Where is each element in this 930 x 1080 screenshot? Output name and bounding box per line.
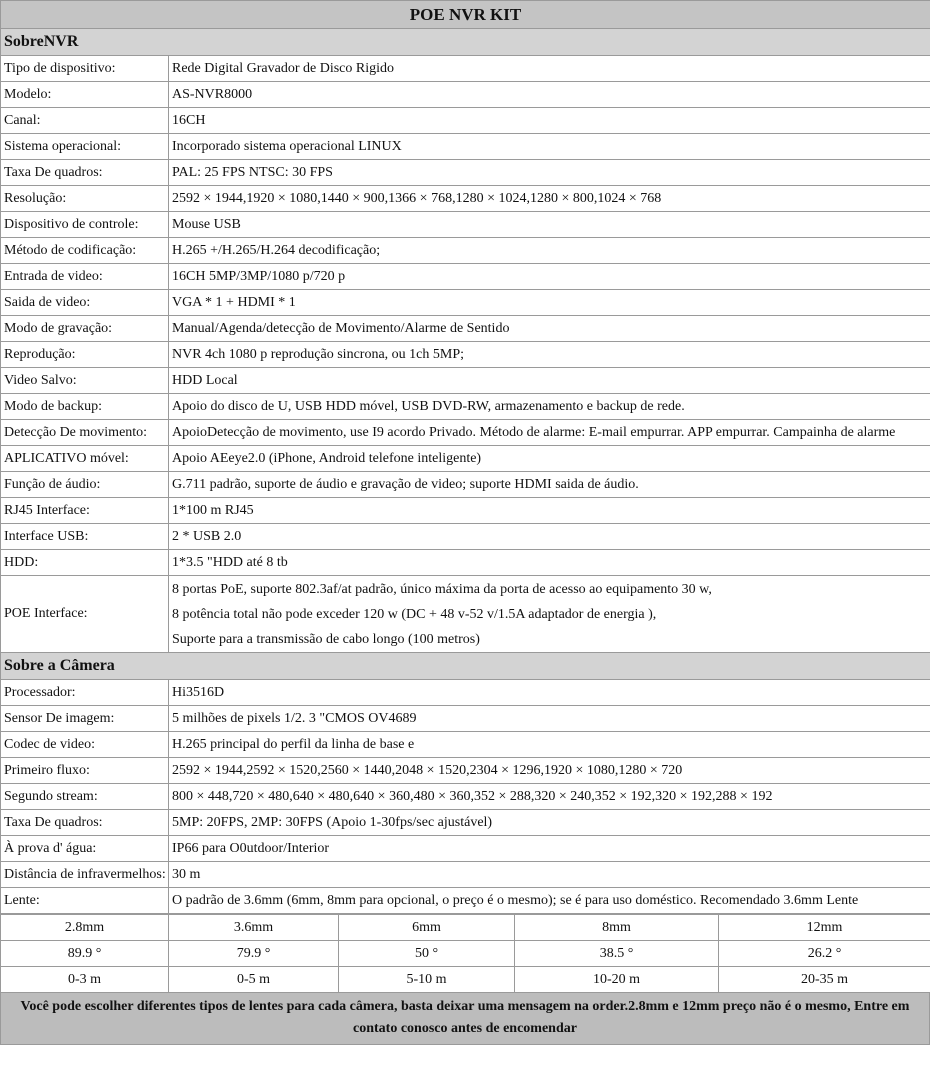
spec-label: Reprodução: (1, 342, 169, 368)
lens-range-cell: 5-10 m (339, 967, 515, 993)
spec-row (1, 290, 930, 316)
lens-range-cell: 0-3 m (1, 967, 169, 993)
lens-angle-cell: 79.9 ° (169, 941, 339, 967)
poe-interface-row (1, 576, 930, 653)
spec-value: Manual/Agenda/detecção de Movimento/Alarme de Sentido (169, 316, 930, 342)
spec-row (1, 160, 930, 186)
spec-value: 2 * USB 2.0 (169, 524, 930, 550)
spec-label: Função de áudio: (1, 472, 169, 498)
spec-row (1, 784, 930, 810)
spec-value: 5 milhões de pixels 1/2. 3 "CMOS OV4689 (169, 706, 930, 732)
lens-angle-row (1, 941, 930, 967)
spec-row (1, 550, 930, 576)
spec-value: NVR 4ch 1080 p reprodução sincrona, ou 1ch 5MP; (169, 342, 930, 368)
spec-value: Apoio do disco de U, USB HDD móvel, USB DVD-RW, armazenamento e backup de rede. (169, 394, 930, 420)
spec-row (1, 420, 930, 446)
spec-label: APLICATIVO móvel: (1, 446, 169, 472)
spec-row (1, 368, 930, 394)
poe-interface-value (169, 576, 930, 653)
spec-value: 1*3.5 "HDD até 8 tb (169, 550, 930, 576)
lens-range-row (1, 967, 930, 993)
spec-label: Taxa De quadros: (1, 160, 169, 186)
poe-line: 8 potência total não pode exceder 120 w (DC + 48 v-52 v/1.5A adaptador de energia ), (172, 606, 657, 622)
spec-row (1, 264, 930, 290)
spec-row (1, 680, 930, 706)
spec-value: ApoioDetecção de movimento, use I9 acordo Privado. Método de alarme: E-mail empurrar. APP empurrar. Campainha de alarme (169, 420, 930, 446)
spec-value: Incorporado sistema operacional LINUX (169, 134, 930, 160)
spec-value: VGA * 1 + HDMI * 1 (169, 290, 930, 316)
camera-section-header (1, 653, 930, 680)
spec-value: 800 × 448,720 × 480,640 × 480,640 × 360,480 × 360,352 × 288,320 × 240,352 × 192,320 × 192,288 × 192 (169, 784, 930, 810)
spec-value: AS-NVR8000 (169, 82, 930, 108)
spec-row (1, 394, 930, 420)
spec-label: Detecção De movimento: (1, 420, 169, 446)
lens-size-row (1, 915, 930, 941)
spec-label: Método de codificação: (1, 238, 169, 264)
spec-row (1, 212, 930, 238)
lens-angle-cell: 26.2 ° (719, 941, 930, 967)
spec-value: Hi3516D (169, 680, 930, 706)
spec-value: Rede Digital Gravador de Disco Rigido (169, 56, 930, 82)
spec-value: 30 m (169, 862, 930, 888)
spec-label: Segundo stream: (1, 784, 169, 810)
lens-angle-cell: 38.5 ° (515, 941, 719, 967)
spec-row (1, 524, 930, 550)
spec-value: H.265 +/H.265/H.264 decodificação; (169, 238, 930, 264)
spec-label: Saida de video: (1, 290, 169, 316)
spec-row (1, 186, 930, 212)
spec-value: 16CH (169, 108, 930, 134)
spec-label: Modo de gravação: (1, 316, 169, 342)
lens-size-cell: 3.6mm (169, 915, 339, 941)
title-row (1, 1, 930, 29)
lens-size-cell: 8mm (515, 915, 719, 941)
spec-row (1, 836, 930, 862)
spec-label: Dispositivo de controle: (1, 212, 169, 238)
spec-label: Codec de video: (1, 732, 169, 758)
spec-label: Distância de infravermelhos: (1, 862, 169, 888)
lens-table (0, 914, 930, 993)
poe-line: 8 portas PoE, suporte 802.3af/at padrão, único máxima da porta de acesso ao equipamento 30 w, (172, 581, 712, 597)
spec-label: Entrada de video: (1, 264, 169, 290)
spec-value: H.265 principal do perfil da linha de base e (169, 732, 930, 758)
spec-value: PAL: 25 FPS NTSC: 30 FPS (169, 160, 930, 186)
lens-size-cell: 12mm (719, 915, 930, 941)
spec-row (1, 472, 930, 498)
spec-label: Modelo: (1, 82, 169, 108)
spec-row (1, 498, 930, 524)
spec-row (1, 862, 930, 888)
spec-value: Apoio AEeye2.0 (iPhone, Android telefone inteligente) (169, 446, 930, 472)
spec-label: Tipo de dispositivo: (1, 56, 169, 82)
lens-range-cell: 0-5 m (169, 967, 339, 993)
nvr-section-title: SobreNVR (1, 29, 930, 56)
spec-value: 2592 × 1944,1920 × 1080,1440 × 900,1366 × 768,1280 × 1024,1280 × 800,1024 × 768 (169, 186, 930, 212)
spec-row (1, 134, 930, 160)
spec-value: IP66 para O0utdoor/Interior (169, 836, 930, 862)
spec-label: À prova d' água: (1, 836, 169, 862)
spec-value: G.711 padrão, suporte de áudio e gravação de video; suporte HDMI saida de áudio. (169, 472, 930, 498)
spec-value: 1*100 m RJ45 (169, 498, 930, 524)
spec-label: Primeiro fluxo: (1, 758, 169, 784)
spec-label: Taxa De quadros: (1, 810, 169, 836)
spec-label: Resolução: (1, 186, 169, 212)
spec-value: 5MP: 20FPS, 2MP: 30FPS (Apoio 1-30fps/sec ajustável) (169, 810, 930, 836)
spec-value: O padrão de 3.6mm (6mm, 8mm para opcional, o preço é o mesmo); se é para uso doméstico. Recomendado 3.6mm Lente (169, 888, 930, 914)
lens-size-cell: 2.8mm (1, 915, 169, 941)
poe-line: Suporte para a transmissão de cabo longo (100 metros) (172, 631, 480, 647)
spec-row (1, 446, 930, 472)
spec-label: POE Interface: (1, 576, 169, 653)
lens-range-cell: 20-35 m (719, 967, 930, 993)
spec-label: Interface USB: (1, 524, 169, 550)
spec-row (1, 758, 930, 784)
footer-note: Você pode escolher diferentes tipos de lentes para cada câmera, basta deixar uma mensagem na order.2.8mm e 12mm preço não é o mesmo, Entre em contato conosco antes de encomendar (0, 993, 930, 1045)
nvr-section-header (1, 29, 930, 56)
lens-size-cell: 6mm (339, 915, 515, 941)
lens-range-cell: 10-20 m (515, 967, 719, 993)
spec-row (1, 238, 930, 264)
spec-row (1, 82, 930, 108)
spec-row (1, 888, 930, 914)
spec-label: Modo de backup: (1, 394, 169, 420)
spec-row (1, 706, 930, 732)
spec-value: Mouse USB (169, 212, 930, 238)
camera-section-title: Sobre a Câmera (1, 653, 930, 680)
spec-value: 2592 × 1944,2592 × 1520,2560 × 1440,2048 × 1520,2304 × 1296,1920 × 1080,1280 × 720 (169, 758, 930, 784)
spec-row (1, 810, 930, 836)
spec-label: RJ45 Interface: (1, 498, 169, 524)
spec-value: 16CH 5MP/3MP/1080 p/720 p (169, 264, 930, 290)
spec-label: Canal: (1, 108, 169, 134)
spec-row (1, 342, 930, 368)
spec-row (1, 56, 930, 82)
lens-angle-cell: 89.9 ° (1, 941, 169, 967)
spec-label: Sensor De imagem: (1, 706, 169, 732)
spec-label: Processador: (1, 680, 169, 706)
spec-label: Sistema operacional: (1, 134, 169, 160)
spec-row (1, 732, 930, 758)
spec-value: HDD Local (169, 368, 930, 394)
lens-angle-cell: 50 ° (339, 941, 515, 967)
spec-row (1, 316, 930, 342)
spec-label: Lente: (1, 888, 169, 914)
spec-row (1, 108, 930, 134)
page-title: POE NVR KIT (1, 1, 930, 29)
spec-label: HDD: (1, 550, 169, 576)
spec-label: Video Salvo: (1, 368, 169, 394)
